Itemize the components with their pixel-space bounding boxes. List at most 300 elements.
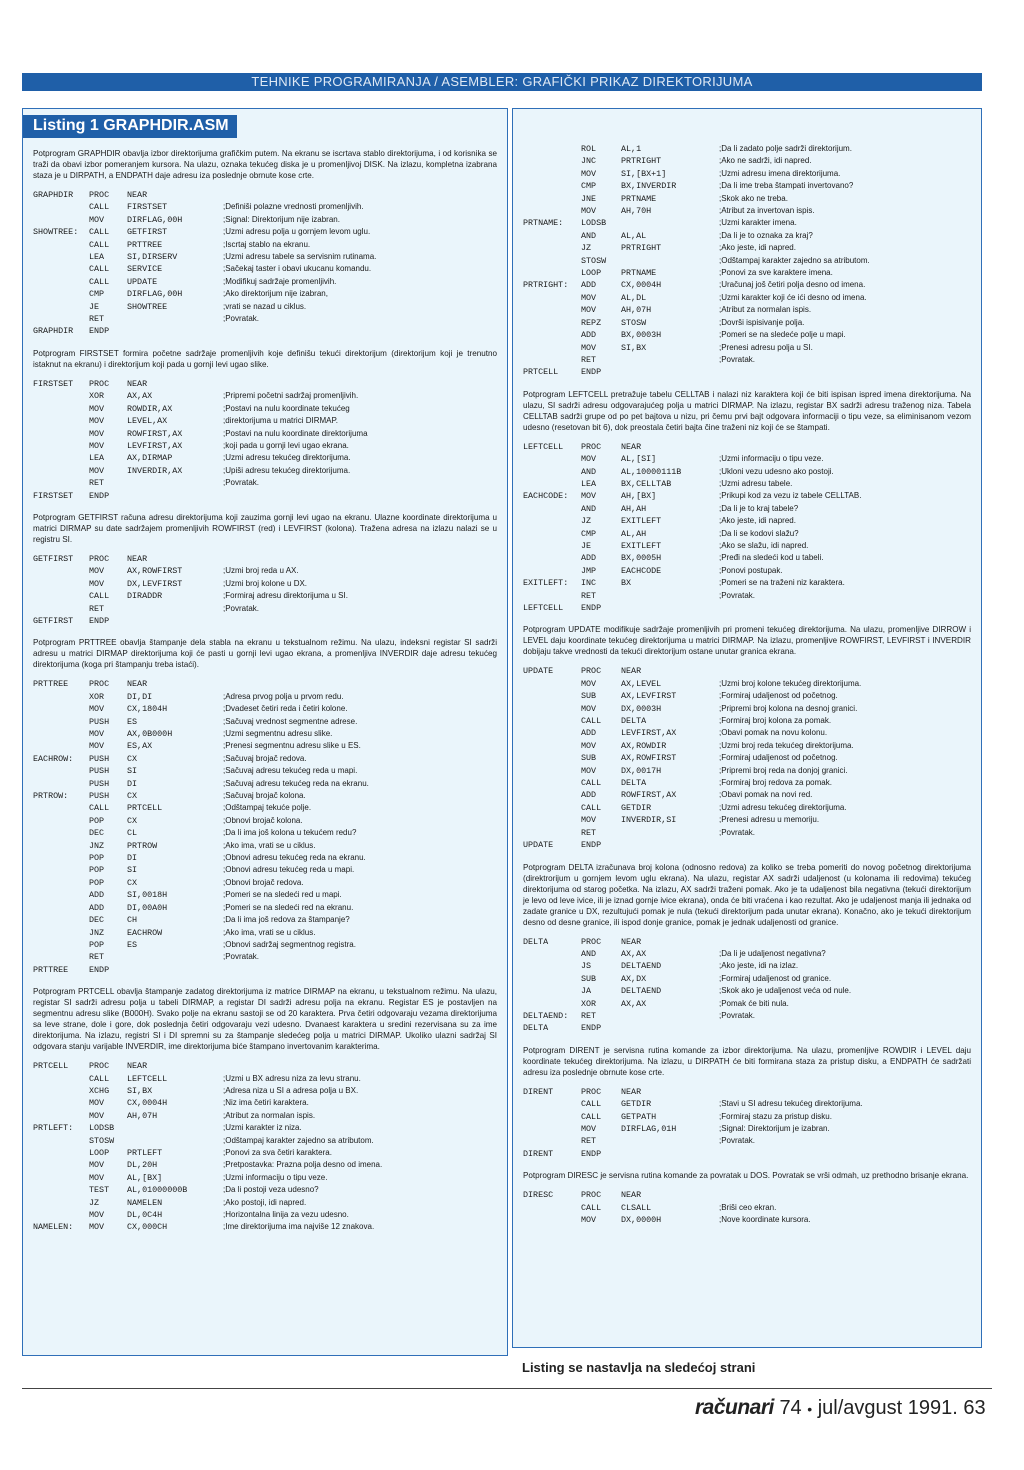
code-label xyxy=(33,201,89,213)
code-mnemonic: CALL xyxy=(89,803,110,814)
code-comment: ;Signal: Direktorijum nije izabran. xyxy=(223,214,340,224)
code-mnemonic: CALL xyxy=(89,276,110,287)
code-label xyxy=(33,1097,89,1109)
code-mnemonic: JE xyxy=(581,540,592,551)
code-label xyxy=(523,985,581,997)
code-line xyxy=(523,740,981,752)
code-comment: ;Ukloni vezu udesno ako postoji. xyxy=(719,466,834,476)
code-operand: UPDATE xyxy=(127,276,158,287)
code-comment: ;Briši ceo ekran. xyxy=(719,1202,777,1212)
code-operand: FIRSTSET xyxy=(127,202,168,213)
code-mnemonic: JNE xyxy=(581,193,597,204)
code-operand xyxy=(127,325,223,337)
code-label xyxy=(33,452,89,464)
code-line xyxy=(523,466,981,478)
code-label xyxy=(523,1214,581,1226)
code-mnemonic: MOV xyxy=(89,1222,105,1233)
code-comment: ;Obnovi brojač kolona. xyxy=(223,815,303,825)
code-operand: STOSW xyxy=(621,317,647,328)
code-comment: ;Formiraj adresu direktorijuma u SI. xyxy=(223,591,348,601)
code-operand xyxy=(621,217,719,229)
code-comment: ;Da li je to oznaka za kraj? xyxy=(719,230,813,240)
code-comment: ;Dvadeset četiri reda i četiri kolone. xyxy=(223,704,348,714)
code-comment: ;Pomeri se na traženi niz karaktera. xyxy=(719,578,845,588)
code-label xyxy=(523,552,581,564)
code-mnemonic: LEA xyxy=(89,453,105,464)
code-mnemonic: SUB xyxy=(581,973,597,984)
code-mnemonic: MOV xyxy=(581,168,597,179)
code-comment: ;Prenesi adresu polja u SI. xyxy=(719,342,813,352)
code-mnemonic: POP xyxy=(89,877,105,888)
code-operand: CX xyxy=(127,877,138,888)
code-mnemonic: ENDP xyxy=(89,326,110,337)
code-operand xyxy=(127,615,223,627)
code-comment: ;Prenesi adresu u memoriju. xyxy=(719,815,820,825)
code-operand: NEAR xyxy=(127,679,148,690)
code-operand: DIRFLAG,00H xyxy=(127,289,183,300)
code-operand xyxy=(621,354,719,366)
code-operand: DX,0000H xyxy=(621,1215,662,1225)
code-mnemonic: ENDP xyxy=(581,1023,602,1034)
code-mnemonic: ENDP xyxy=(89,615,110,626)
code-label: DIRESC xyxy=(523,1190,554,1201)
code-line xyxy=(33,802,507,814)
code-mnemonic: MOV xyxy=(89,403,105,414)
code-mnemonic: MOV xyxy=(581,292,597,303)
code-mnemonic: LEA xyxy=(581,478,597,489)
code-comment: ;Da li je udaljenost negativna? xyxy=(719,948,826,958)
code-label xyxy=(33,301,89,313)
code-operand: SERVICE xyxy=(127,264,163,275)
code-comment: ;Odštampaj tekuće polje. xyxy=(223,803,312,813)
code-comment: ;Pomeri se na sledeći red na ekranu. xyxy=(223,902,354,912)
code-operand: BX xyxy=(621,578,632,589)
code-operand: AX,DIRMAP xyxy=(127,453,173,464)
code-line xyxy=(523,180,981,192)
code-mnemonic: AND xyxy=(581,466,597,477)
code-operand: LEVFIRST,AX xyxy=(621,728,677,739)
code-label xyxy=(33,827,89,839)
code-line xyxy=(523,948,981,960)
code-comment: ;Postavi na nulu koordinate tekućeg xyxy=(223,403,350,413)
code-comment: ;koji pada u gornji levi ugao ekrana. xyxy=(223,440,349,450)
code-line xyxy=(523,1202,981,1214)
code-label xyxy=(523,292,581,304)
code-mnemonic: PROC xyxy=(581,1086,602,1097)
code-operand xyxy=(621,366,719,378)
code-mnemonic: PUSH xyxy=(89,791,110,802)
paragraph-getfirst: Potprogram GETFIRST računa adresu direktorijuma koji zauzima gornji levi ugao na ekranu. Ulazne koordinate direktorijuma u matrici DIRMAP su date sadržajem promenljivih ROWFIRST (red) i LEVFIRST (kolona). Tražena adresa na izlazu nalazi se u registru SI. xyxy=(33,512,497,544)
code-line xyxy=(523,577,981,589)
code-operand: AL,1 xyxy=(621,144,642,154)
code-mnemonic: CALL xyxy=(89,202,110,213)
code-label xyxy=(523,1123,581,1135)
code-label xyxy=(33,1209,89,1221)
code-operand: CX xyxy=(127,791,138,802)
code-mnemonic: LEA xyxy=(89,252,105,263)
code-operand xyxy=(621,1148,719,1160)
code-operand: PRTROW xyxy=(127,840,158,851)
code-operand: GETDIR xyxy=(621,1099,652,1110)
code-comment: ;Ako ima, vrati se u ciklus. xyxy=(223,840,316,850)
code-line xyxy=(523,1022,981,1034)
code-mnemonic: MOV xyxy=(89,214,105,225)
code-comment: ;Da li ima još kolona u tekućem redu? xyxy=(223,828,357,838)
code-label xyxy=(33,578,89,590)
code-comment xyxy=(223,615,507,627)
code-label xyxy=(523,329,581,341)
code-label xyxy=(33,840,89,852)
code-mnemonic: PUSH xyxy=(89,766,110,777)
code-label: FIRSTSET xyxy=(33,378,74,389)
code-line xyxy=(523,1214,981,1226)
code-line xyxy=(33,378,507,390)
code-line xyxy=(523,998,981,1010)
code-comment: ;Definiši polazne vrednosti promenljivih. xyxy=(223,202,364,212)
code-mnemonic: CALL xyxy=(581,802,602,813)
code-comment: ;Povratak. xyxy=(719,354,756,364)
code-comment: ;Dovrši ispisivanje polja. xyxy=(719,317,805,327)
code-label xyxy=(523,466,581,478)
code-label xyxy=(523,1202,581,1214)
code-operand: CX,000CH xyxy=(127,1222,168,1233)
code-comment: ;Povratak. xyxy=(719,1136,756,1146)
code-operand xyxy=(621,255,719,267)
code-mnemonic: PUSH xyxy=(89,716,110,727)
code-operand: NEAR xyxy=(621,1190,642,1201)
bullet-separator: • xyxy=(807,1401,813,1417)
code-label: PRTROW: xyxy=(33,791,69,802)
code-label xyxy=(523,317,581,329)
code-mnemonic: RET xyxy=(89,603,105,614)
code-label xyxy=(33,1172,89,1184)
code-comment: ;Ako direktorijum nije izabran, xyxy=(223,289,328,299)
code-mnemonic: JA xyxy=(581,986,592,997)
code-label: DELTAEND: xyxy=(523,1010,569,1021)
code-line xyxy=(33,239,507,251)
code-mnemonic: JZ xyxy=(89,1197,100,1208)
code-line xyxy=(33,1135,507,1147)
code-label xyxy=(33,1073,89,1085)
code-line xyxy=(523,985,981,997)
code-mnemonic: SUB xyxy=(581,691,597,702)
code-mnemonic: ADD xyxy=(581,728,597,739)
code-operand: CX xyxy=(127,815,138,826)
code-operand: PRTTREE xyxy=(127,239,163,250)
code-label: PRTCELL xyxy=(33,1061,69,1072)
code-mnemonic: MOV xyxy=(89,566,105,577)
code-operand: NEAR xyxy=(621,1086,642,1097)
code-line xyxy=(523,230,981,242)
code-comment: ;Obnovi adresu tekućeg reda na ekranu. xyxy=(223,853,366,863)
code-mnemonic: XCHG xyxy=(89,1085,110,1096)
code-line xyxy=(33,214,507,226)
code-label xyxy=(523,998,581,1010)
code-comment: ;Modifikuj sadržaje promenljivih. xyxy=(223,276,337,286)
code-mnemonic: CALL xyxy=(581,1111,602,1122)
code-label: UPDATE xyxy=(523,666,554,677)
code-line xyxy=(33,765,507,777)
code-line xyxy=(33,1122,507,1134)
code-label xyxy=(523,703,581,715)
code-label: PRTLEFT: xyxy=(33,1123,74,1134)
code-operand: AL,01000000B xyxy=(127,1185,188,1196)
code-line xyxy=(33,840,507,852)
code-label: EXITLEFT: xyxy=(523,578,569,589)
code-mnemonic: ADD xyxy=(581,790,597,801)
code-mnemonic: MOV xyxy=(89,428,105,439)
code-mnemonic: MOV xyxy=(581,815,597,826)
code-label xyxy=(33,1110,89,1122)
code-mnemonic: MOV xyxy=(581,491,597,502)
code-mnemonic: MOV xyxy=(581,678,597,689)
code-comment: ;Ime direktorijuma ima najviše 12 znakova. xyxy=(223,1222,375,1232)
footer-divider xyxy=(22,1388,992,1389)
code-operand: NAMELEN xyxy=(127,1197,163,1208)
code-line xyxy=(33,565,507,577)
code-mnemonic: MOV xyxy=(89,741,105,752)
code-operand: AH,AH xyxy=(621,503,647,514)
code-label xyxy=(523,155,581,167)
code-mnemonic: PROC xyxy=(89,553,110,564)
code-line xyxy=(523,279,981,291)
code-mnemonic: STOSW xyxy=(89,1135,115,1146)
code-comment: ;Upiši adresu tekućeg direktorijuma. xyxy=(223,465,351,475)
code-label xyxy=(33,728,89,740)
code-operand: AX,ROWDIR xyxy=(621,740,667,751)
code-line xyxy=(523,727,981,739)
code-operand: DELTA xyxy=(621,716,647,727)
code-label xyxy=(33,902,89,914)
code-operand: PRTRIGHT xyxy=(621,156,662,167)
code-mnemonic: RET xyxy=(89,314,105,325)
code-label: DELTA xyxy=(523,936,549,947)
code-comment xyxy=(223,189,507,201)
code-operand: EXITLEFT xyxy=(621,540,662,551)
code-comment: ;Pređi na sledeći kod u tabeli. xyxy=(719,553,824,563)
code-comment xyxy=(719,441,981,453)
code-label xyxy=(523,515,581,527)
code-operand: PRTNAME xyxy=(621,268,657,279)
code-label xyxy=(523,727,581,739)
code-operand: LEFTCELL xyxy=(127,1073,168,1084)
code-operand: PRTCELL xyxy=(127,803,163,814)
code-line xyxy=(523,565,981,577)
code-operand: DIRADDR xyxy=(127,591,163,602)
code-mnemonic: LOOP xyxy=(581,268,602,279)
code-line xyxy=(523,1098,981,1110)
code-comment: ;Da li se kodovi slažu? xyxy=(719,528,799,538)
code-line xyxy=(33,288,507,300)
code-mnemonic: RET xyxy=(89,478,105,489)
code-comment: ;Nove koordinate kursora. xyxy=(719,1215,811,1224)
code-line xyxy=(523,777,981,789)
code-label xyxy=(523,342,581,354)
issue-date: jul/avgust 1991. xyxy=(817,1397,958,1419)
code-comment: ;Povratak. xyxy=(223,603,260,613)
code-mnemonic: PROC xyxy=(89,679,110,690)
code-comment: ;Uzmi adresu tabele. xyxy=(719,478,793,488)
code-line xyxy=(33,703,507,715)
code-label xyxy=(33,765,89,777)
code-comment: ;Ako se slažu, idi napred. xyxy=(719,540,809,550)
paragraph-diresc: Potprogram DIRESC je servisna rutina komande za povratak u DOS. Povratak se vrši odmah, uz prethodno brisanje ekrana. xyxy=(523,1171,969,1181)
section-header-bar xyxy=(22,73,982,91)
code-operand xyxy=(127,951,223,963)
code-line xyxy=(33,263,507,275)
code-label xyxy=(523,740,581,752)
code-line xyxy=(523,478,981,490)
code-comment: ;Sačuvaj adresu tekućeg reda u mapi. xyxy=(223,766,358,776)
code-line xyxy=(33,716,507,728)
magazine-logo: računari xyxy=(695,1396,774,1419)
code-operand: BX,INVERDIR xyxy=(621,181,677,192)
code-line xyxy=(33,440,507,452)
code-comment: ;Povratak. xyxy=(719,590,756,600)
code-line xyxy=(523,752,981,764)
code-comment: ;Atribut za normalan ispis. xyxy=(719,305,812,315)
code-mnemonic: AND xyxy=(581,948,597,959)
code-label xyxy=(523,973,581,985)
code-line xyxy=(33,753,507,765)
code-comment: ;Sačuvaj adresu tekućeg reda na ekranu. xyxy=(223,778,369,788)
code-mnemonic: RET xyxy=(581,1010,597,1021)
code-comment: ;Ako ne sadrži, idi napred. xyxy=(719,156,812,166)
code-label xyxy=(33,889,89,901)
code-line xyxy=(523,354,981,366)
code-mnemonic: PROC xyxy=(581,1190,602,1201)
code-mnemonic: MOV xyxy=(581,703,597,714)
code-line xyxy=(33,226,507,238)
code-operand: SHOWTREE xyxy=(127,301,168,312)
code-operand: CLSALL xyxy=(621,1202,652,1213)
code-comment xyxy=(719,1086,981,1098)
code-operand: DL,0C4H xyxy=(127,1210,163,1220)
code-label xyxy=(33,239,89,251)
code-mnemonic: MOV xyxy=(89,440,105,451)
code-mnemonic: CALL xyxy=(581,716,602,727)
code-label: UPDATE xyxy=(523,840,554,851)
code-label: LEFTCELL xyxy=(523,441,564,452)
code-label xyxy=(33,214,89,226)
code-block xyxy=(523,441,981,615)
code-comment: ;Da li postoji veza udesno? xyxy=(223,1185,319,1195)
code-label xyxy=(523,242,581,254)
code-mnemonic: JZ xyxy=(581,243,592,254)
code-comment xyxy=(223,378,507,390)
code-mnemonic: MOV xyxy=(89,1098,105,1109)
code-label xyxy=(33,477,89,489)
continuation-note: Listing se nastavlja na sledećoj strani xyxy=(522,1360,756,1375)
code-operand xyxy=(127,603,223,615)
code-mnemonic: DEC xyxy=(89,915,105,926)
code-line xyxy=(523,267,981,279)
code-comment: ;Uzmi broj reda u AX. xyxy=(223,566,299,576)
code-label: EACHROW: xyxy=(33,753,74,764)
code-mnemonic: ADD xyxy=(581,330,597,341)
code-comment: ;vrati se nazad u ciklus. xyxy=(223,301,307,311)
code-label: PRTCELL xyxy=(523,367,559,378)
code-line xyxy=(33,1073,507,1085)
code-comment: ;Pripremi broj kolona na desnoj granici. xyxy=(719,703,858,713)
code-operand: DI,DI xyxy=(127,691,153,702)
code-mnemonic: MOV xyxy=(581,765,597,776)
code-mnemonic: ENDP xyxy=(581,840,602,851)
code-label: SHOWTREE: xyxy=(33,227,79,238)
code-line xyxy=(523,715,981,727)
code-operand xyxy=(621,1022,719,1034)
code-comment: ;Obnovi brojač redova. xyxy=(223,877,304,887)
code-mnemonic: PROC xyxy=(581,441,602,452)
code-label: LEFTCELL xyxy=(523,603,564,613)
code-operand: AX,LEVFIRST xyxy=(621,691,677,702)
code-comment xyxy=(223,325,507,337)
code-comment: ;Uzmi informaciju o tipu veze. xyxy=(719,454,824,464)
code-label: PRTNAME: xyxy=(523,218,564,229)
code-comment: ;Obavi pomak na novi red. xyxy=(719,790,813,800)
code-label: GRAPHDIR xyxy=(33,326,74,337)
code-label xyxy=(33,691,89,703)
code-operand: ROWDIR,AX xyxy=(127,403,173,414)
code-operand: DI xyxy=(127,853,138,864)
code-label xyxy=(523,777,581,789)
code-mnemonic: CALL xyxy=(89,264,110,275)
code-label xyxy=(523,180,581,192)
code-line xyxy=(33,578,507,590)
code-comment: ;Uzmi broj reda tekućeg direktorijuma. xyxy=(719,740,854,750)
code-mnemonic: XOR xyxy=(89,691,105,702)
code-comment: ;Ako jeste, idi na izlaz. xyxy=(719,961,799,971)
code-mnemonic: ENDP xyxy=(581,367,602,378)
code-mnemonic: MOV xyxy=(89,1110,105,1121)
code-line xyxy=(33,902,507,914)
code-comment: ;Uzmi adresu polja u gornjem levom uglu. xyxy=(223,227,371,237)
code-label xyxy=(523,143,581,155)
code-operand: AL,DL xyxy=(621,292,647,303)
code-line xyxy=(523,1189,981,1201)
code-operand: CX xyxy=(127,753,138,764)
code-operand: DI,00A0H xyxy=(127,902,168,913)
code-comment: ;Sačuvaj brojač kolona. xyxy=(223,791,306,801)
code-mnemonic: MOV xyxy=(581,342,597,353)
code-operand: ROWFIRST,AX xyxy=(127,428,183,439)
code-line xyxy=(523,317,981,329)
code-line xyxy=(523,242,981,254)
code-comment: ;Postavi na nulu koordinate direktorijuma xyxy=(223,428,368,438)
code-label: PRTRIGHT: xyxy=(523,280,569,291)
code-line xyxy=(33,778,507,790)
code-mnemonic: POP xyxy=(89,865,105,876)
code-comment: ;Da li je to kraj tabele? xyxy=(719,503,799,513)
code-mnemonic: PROC xyxy=(581,666,602,677)
code-comment: ;Uzmi u BX adresu niza za levu stranu. xyxy=(223,1073,361,1083)
code-operand: AX,ROWFIRST xyxy=(127,566,183,577)
code-label xyxy=(33,703,89,715)
code-label xyxy=(33,1085,89,1097)
code-mnemonic: ENDP xyxy=(89,964,110,975)
code-line xyxy=(33,927,507,939)
code-label xyxy=(523,802,581,814)
code-line xyxy=(33,189,507,201)
code-comment: ;Sačekaj taster i obavi ukucanu komandu. xyxy=(223,264,372,274)
code-operand: AL,AH xyxy=(621,528,647,539)
code-label xyxy=(33,1135,89,1147)
code-operand: CL xyxy=(127,828,138,839)
code-block xyxy=(523,665,981,851)
code-operand: AH,07H xyxy=(127,1110,158,1121)
code-label xyxy=(33,465,89,477)
code-label xyxy=(33,403,89,415)
